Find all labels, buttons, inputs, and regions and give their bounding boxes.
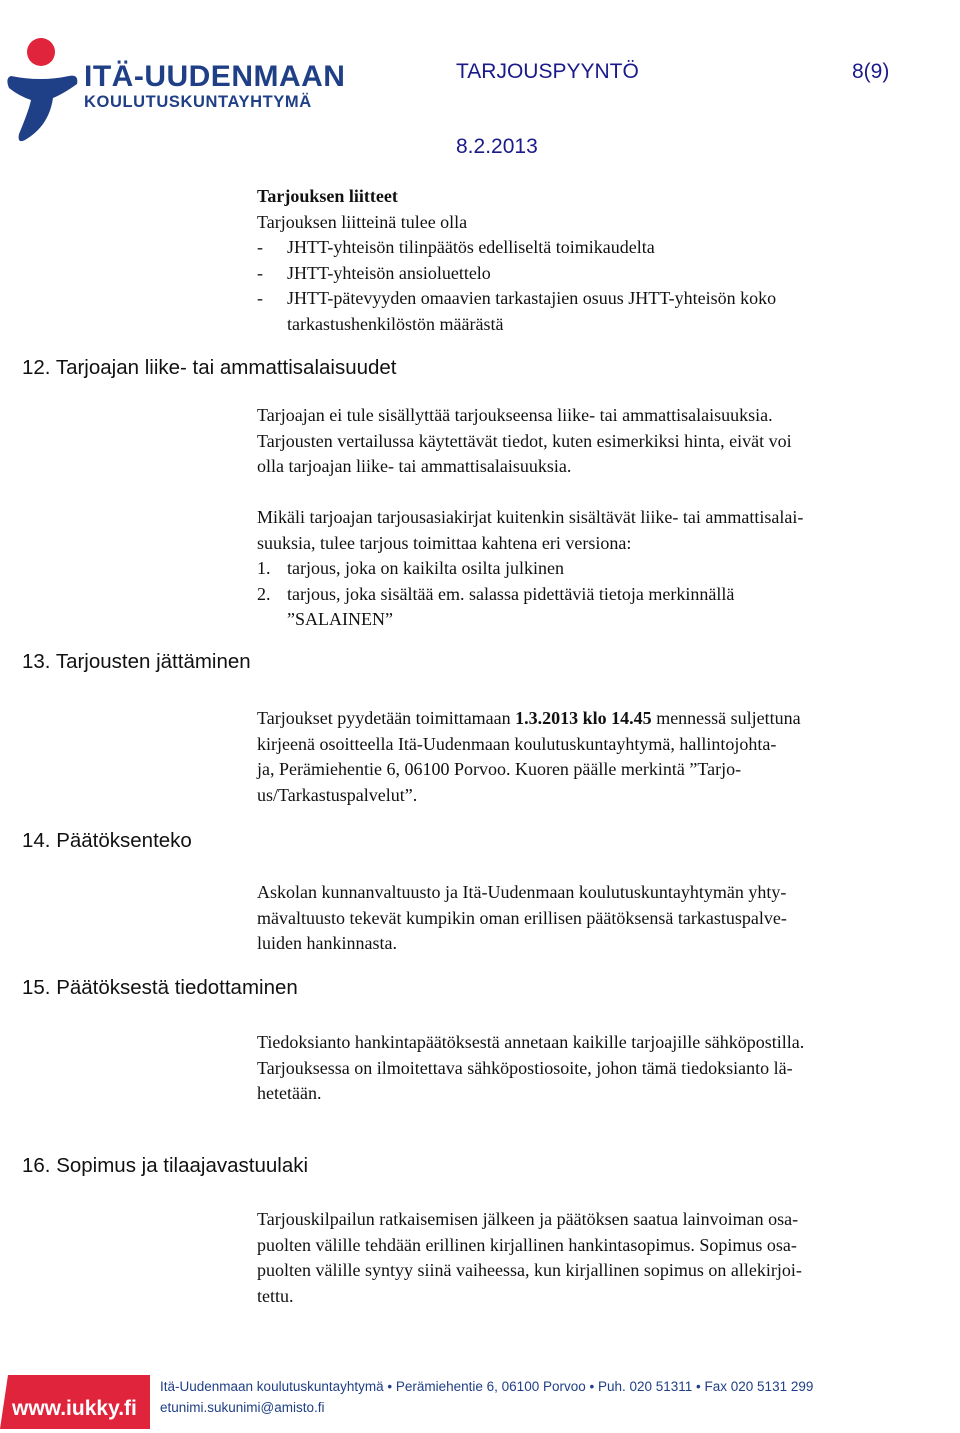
attachment-item-continuation: tarkastushenkilöstön määrästä (287, 313, 504, 334)
section-15-heading: 15. Päätöksestä tiedottaminen (22, 976, 298, 999)
section-15-paragraph: Tiedoksianto hankintapäätöksestä annetaan kaikille tarjoajille sähköpostilla. Tarjouksessa on ilmoitettava sähköpostiosoite, johon tämä tiedoksianto lä- hetetään. (257, 1032, 805, 1103)
attachment-item: - JHTT-yhteisön ansioluettelo (257, 262, 491, 283)
attachment-item: - JHTT-yhteisön tilinpäätös edelliseltä toimikaudelta (257, 237, 655, 257)
footer-website-link[interactable]: www.iukky.fi (12, 1397, 137, 1420)
attachments-block (257, 184, 917, 337)
section-12-paragraph-2: Mikäli tarjoajan tarjousasiakirjat kuitenkin sisältävät liike- tai ammattisalai- suuksia, tulee tarjous toimittaa kahtena eri versiona: 1. tarjous, joka on kaikilta osilta julkinen 2. tarjous, joka sisältää em. salassa pidettäviä tietoja merkinnällä ”SALAINEN” (257, 505, 917, 633)
footer-email[interactable]: etunimi.sukunimi@amisto.fi (160, 1400, 325, 1415)
logo-title: ITÄ-UUDENMAAN (84, 60, 346, 93)
list-item: 2. tarjous, joka sisältää em. salassa pidettäviä tietoja merkinnällä (257, 583, 735, 604)
section-13-paragraph: Tarjoukset pyydetään toimittamaan 1.3.2013 klo 14.45 mennessä suljettuna kirjeenä osoitteella Itä-Uudenmaan koulutuskuntayhtymä, hallintojohta- ja, Perämiehentie 6, 06100 Porvoo. Kuoren päälle merkintä ”Tarjo- us/Tarkastuspalvelut”. (257, 708, 801, 805)
section-16-paragraph: Tarjouskilpailun ratkaisemisen jälkeen ja päätöksen saatua lainvoiman osa- puolten välille tehdään erillinen kirjallinen hankintasopimus. Sopimus osa- puolten välille syntyy siinä vaiheessa, kun kirjallinen sopimus on allekirjoi- tettu. (257, 1209, 802, 1306)
section-13-heading: 13. Tarjousten jättäminen (22, 650, 251, 673)
section-14-paragraph: Askolan kunnanvaltuusto ja Itä-Uudenmaan koulutuskuntayhtymän yhty- mävaltuusto tekevät kumpikin oman erillisen päätöksensä tarkastuspalve- luiden hankinnasta. (257, 882, 787, 953)
list-item-continuation: ”SALAINEN” (287, 609, 393, 629)
document-date: 8.2.2013 (456, 135, 538, 158)
attachments-title: Tarjouksen liitteet (257, 186, 398, 206)
attachment-item: - JHTT-pätevyyden omaavien tarkastajien osuus JHTT-yhteisön koko (257, 288, 777, 308)
page-number: 8(9) (852, 60, 890, 83)
section-12-heading: 12. Tarjoajan liike- tai ammattisalaisuudet (22, 356, 397, 379)
logo-icon (5, 36, 81, 146)
section-14-heading: 14. Päätöksenteko (22, 829, 192, 852)
document-type: TARJOUSPYYNTÖ (456, 60, 639, 83)
attachments-intro: Tarjouksen liitteinä tulee olla (257, 211, 468, 232)
footer (0, 1371, 960, 1433)
section-16-heading: 16. Sopimus ja tilaajavastuulaki (22, 1154, 309, 1177)
section-12-paragraph-1: Tarjoajan ei tule sisällyttää tarjoukseensa liike- tai ammattisalaisuuksia. Tarjousten vertailussa käytettävät tiedot, kuten esimerkiksi hinta, eivät voi olla tarjoajan liike- tai ammattisalaisuuksia. (257, 405, 792, 476)
list-item: 1. tarjous, joka on kaikilta osilta julkinen (257, 558, 564, 578)
footer-address: Itä-Uudenmaan koulutuskuntayhtymä • Perämiehentie 6, 06100 Porvoo • Puh. 020 51311 • Fax 020 5131 299 (160, 1379, 814, 1394)
deadline: 1.3.2013 klo 14.45 (515, 708, 652, 728)
logo-subtitle: KOULUTUSKUNTAYHTYMÄ (84, 93, 312, 111)
